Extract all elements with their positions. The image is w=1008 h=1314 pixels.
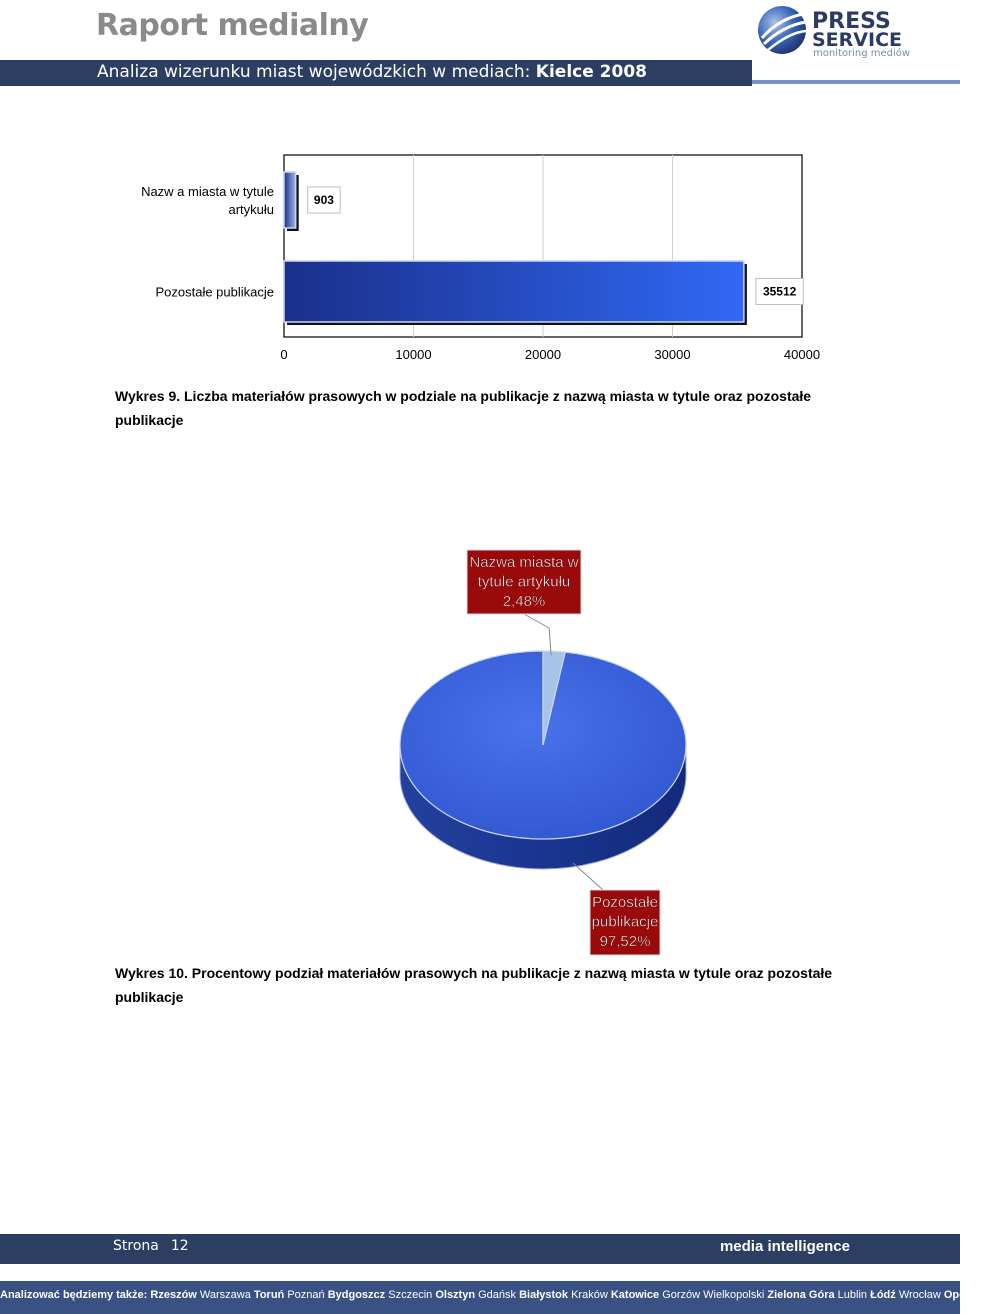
city-name: Lublin: [837, 1289, 868, 1301]
city-name: Poznań: [287, 1289, 325, 1301]
city-name: Bydgoszcz: [327, 1289, 386, 1301]
bar: [284, 261, 744, 322]
city-name: Szczecin: [388, 1289, 433, 1301]
city-name: Wrocław: [898, 1289, 941, 1301]
city-name: Kielce: [978, 1289, 1008, 1301]
pie-label-text: tytule artykułu: [477, 573, 571, 591]
pie-chart: [380, 540, 700, 960]
city-name: Toruń: [253, 1289, 285, 1301]
city-name: Olsztyn: [435, 1289, 476, 1301]
bar-chart: [0, 140, 960, 380]
subtitle-prefix: Analiza wizerunku miast wojewódzkich w mediach:: [97, 62, 536, 82]
logo-press-text: PRESS: [812, 9, 891, 34]
bar: [284, 172, 296, 228]
leader-line: [573, 863, 603, 890]
value-label: 903: [313, 193, 334, 207]
chart-10-caption: Wykres 10. Procentowy podział materiałów prasowych na publikacje z nazwą miasta w tytule oraz pozostałe publikacje: [115, 965, 833, 1005]
pie-label-text: Pozostałe: [592, 894, 658, 911]
category-label: artykułu: [228, 202, 274, 217]
pie-label-text: Nazwa miasta w: [469, 554, 579, 571]
cities-intro: Analizować będziemy także:: [0, 1289, 148, 1301]
city-name: Gdańsk: [478, 1289, 517, 1301]
subtitle-city: Kielce 2008: [535, 62, 647, 82]
category-label: Nazw a miasta w tytule: [141, 184, 274, 199]
city-name: Opole: [943, 1289, 976, 1301]
page-number-value: 12: [170, 1238, 189, 1254]
city-name: Zielona Góra: [767, 1289, 835, 1301]
report-title: Raport medialny: [96, 8, 369, 43]
city-name: Warszawa: [199, 1289, 251, 1301]
city-name: Białystok: [519, 1289, 569, 1301]
city-name: Gorzów Wielkopolski: [662, 1289, 765, 1301]
page-number: [113, 1238, 189, 1254]
city-name: Łódź: [870, 1289, 896, 1301]
pie-label-text: publikacje: [591, 913, 659, 931]
x-tick-label: 0: [280, 347, 288, 362]
pie-label-text: 97,52%: [599, 933, 651, 950]
pie-label-text: 2,48%: [502, 593, 546, 610]
page-label: Strona: [113, 1238, 159, 1254]
press-service-logo: [756, 4, 946, 58]
logo-service-text: SERVICE: [812, 29, 902, 51]
x-tick-label: 40000: [783, 347, 821, 362]
header-rule: [752, 80, 960, 84]
value-label: 35512: [762, 284, 797, 299]
leader-line: [524, 614, 549, 628]
chart-9-caption: Wykres 9. Liczba materiałów prasowych w podziale na publikacje z nazwą miasta w tytule oraz pozostałe publikacje: [115, 388, 812, 428]
city-name: Kraków: [571, 1289, 608, 1301]
logo-tagline-text: monitoring mediów: [813, 48, 911, 59]
category-label: Pozostałe publikacje: [155, 284, 274, 300]
city-name: Katowice: [610, 1289, 660, 1301]
x-tick-label: 20000: [524, 347, 562, 362]
header-subtitle: [97, 62, 647, 82]
city-name: Rzeszów: [150, 1289, 197, 1301]
x-tick-label: 10000: [395, 347, 432, 362]
x-tick-label: 30000: [654, 347, 691, 362]
footer-tagline: media intelligence: [719, 1238, 850, 1255]
footer-cities-line: [0, 1289, 1008, 1301]
